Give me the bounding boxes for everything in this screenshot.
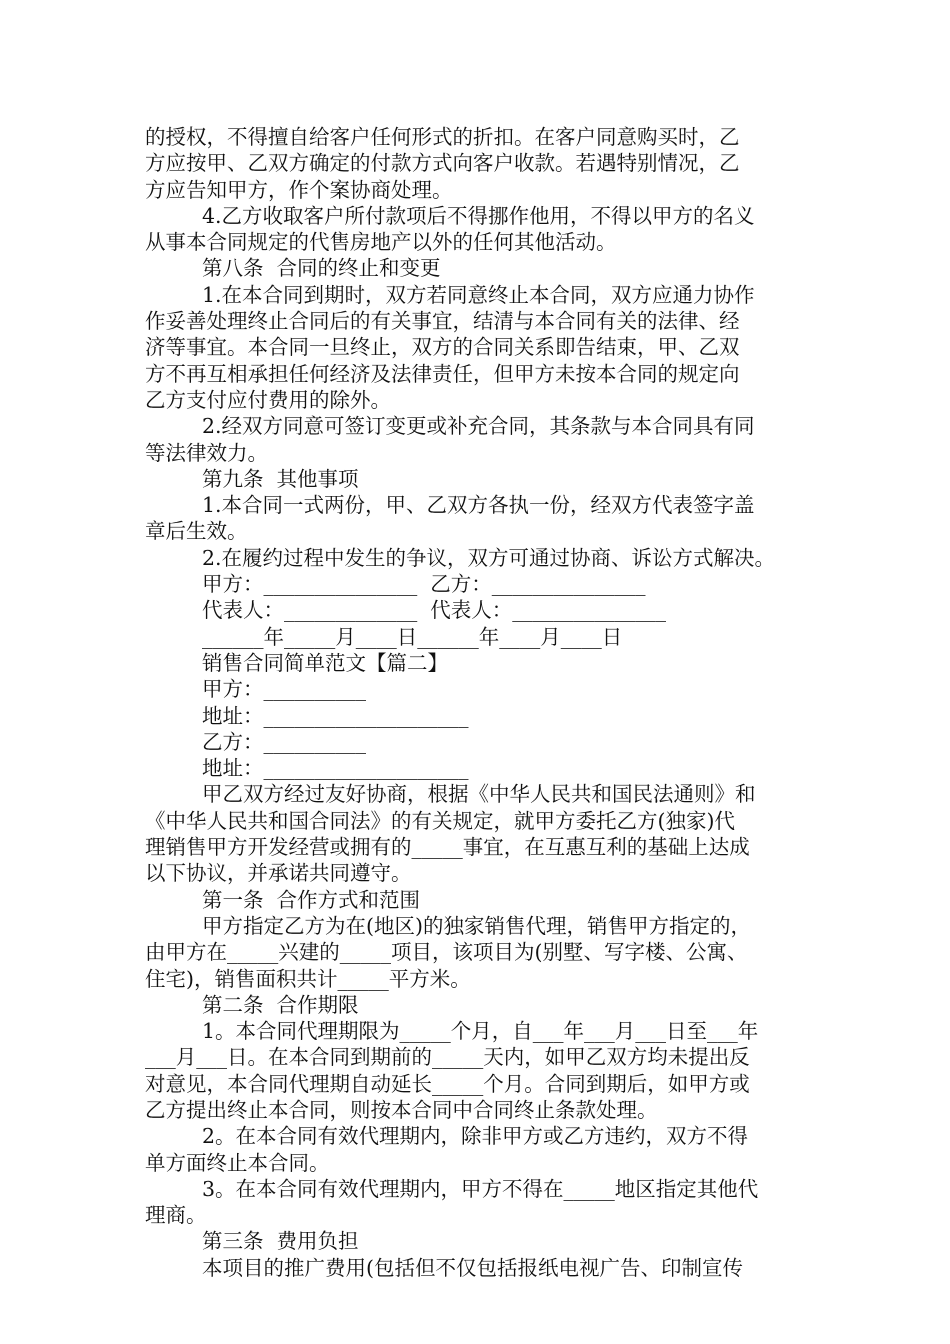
- text-line: 甲方：__________: [202, 677, 366, 702]
- text-line: 《中华人民共和国合同法》的有关规定，就甲方委托乙方(独家)代: [145, 808, 735, 833]
- text-line: 方不再互相承担任何经济及法律责任，但甲方未按本合同的规定向: [145, 361, 740, 386]
- text-line: 地址：____________________: [202, 756, 469, 781]
- text-line: 从事本合同规定的代售房地产以外的任何其他活动。: [145, 230, 617, 255]
- text-line: 对意见，本合同代理期自动延长_____个月。合同到期后，如甲方或: [145, 1071, 750, 1096]
- text-line: 章后生效。: [145, 519, 248, 544]
- text-line: 乙方提出终止本合同，则按本合同中合同终止条款处理。: [145, 1097, 658, 1122]
- text-line: ___月___日。在本合同到期前的_____天内，如甲乙双方均未提出反: [145, 1045, 750, 1070]
- text-line: 1.本合同一式两份，甲、乙双方各执一份，经双方代表签字盖: [202, 493, 755, 518]
- text-line: 3。在本合同有效代理期内，甲方不得在_____地区指定其他代: [202, 1176, 759, 1201]
- text-line: 乙方：__________: [202, 729, 366, 754]
- text-line: 理商。: [145, 1203, 207, 1228]
- text-line: 2.经双方同意可签订变更或补充合同，其条款与本合同具有同: [202, 414, 755, 439]
- text-line: 住宅)，销售面积共计_____平方米。: [145, 966, 471, 991]
- text-line: 单方面终止本合同。: [145, 1150, 330, 1175]
- document-body: [145, 124, 815, 1281]
- text-line: 由甲方在_____兴建的_____项目，该项目为(别墅、写字楼、公寓、: [145, 940, 748, 965]
- text-line: 本项目的推广费用(包括但不仅包括报纸电视广告、印制宣传: [202, 1255, 743, 1280]
- text-line: 第一条 合作方式和范围: [202, 887, 421, 912]
- text-line: 第二条 合作期限: [202, 992, 359, 1017]
- text-line: 作妥善处理终止合同后的有关事宜，结清与本合同有关的法律、经: [145, 309, 740, 334]
- text-line: 2。在本合同有效代理期内，除非甲方或乙方违约，双方不得: [202, 1124, 749, 1149]
- text-line: 乙方支付应付费用的除外。: [145, 387, 391, 412]
- text-line: 方应告知甲方，作个案协商处理。: [145, 177, 453, 202]
- text-line: 理销售甲方开发经营或拥有的_____事宜，在互惠互利的基础上达成: [145, 835, 750, 860]
- text-line: 地址：____________________: [202, 703, 469, 728]
- text-line: 等法律效力。: [145, 440, 268, 465]
- text-line: 2.在履约过程中发生的争议，双方可通过协商、诉讼方式解决。: [202, 545, 776, 570]
- text-line: 第九条 其他事项: [202, 466, 359, 491]
- text-line: 1.在本合同到期时，双方若同意终止本合同，双方应通力协作: [202, 282, 755, 307]
- text-line: 甲方指定乙方为在(地区)的独家销售代理，销售甲方指定的，: [202, 913, 751, 938]
- text-line: 4.乙方收取客户所付款项后不得挪作他用，不得以甲方的名义: [202, 203, 755, 228]
- text-line: 销售合同简单范文【篇二】: [202, 650, 448, 675]
- text-line: ______年_____月____日______年____月____日: [202, 624, 623, 649]
- text-line: 的授权，不得擅自给客户任何形式的折扣。在客户同意购买时，乙: [145, 125, 740, 149]
- text-line: 济等事宜。本合同一旦终止，双方的合同关系即告结束，甲、乙双: [145, 335, 740, 360]
- text-line: 甲方：_______________ 乙方：_______________: [202, 572, 646, 597]
- text-line: 第三条 费用负担: [202, 1229, 359, 1254]
- text-line: 方应按甲、乙双方确定的付款方式向客户收款。若遇特别情况，乙: [145, 151, 740, 176]
- text-line: 第八条 合同的终止和变更: [202, 256, 441, 281]
- text-line: 1。本合同代理期限为_____个月，自___年___月___日至___年: [202, 1019, 759, 1044]
- text-line: 代表人：_____________ 代表人：_______________: [202, 598, 667, 623]
- text-line: 甲乙双方经过友好协商，根据《中华人民共和国民法通则》和: [202, 782, 756, 807]
- text-line: 以下协议，并承诺共同遵守。: [145, 861, 412, 886]
